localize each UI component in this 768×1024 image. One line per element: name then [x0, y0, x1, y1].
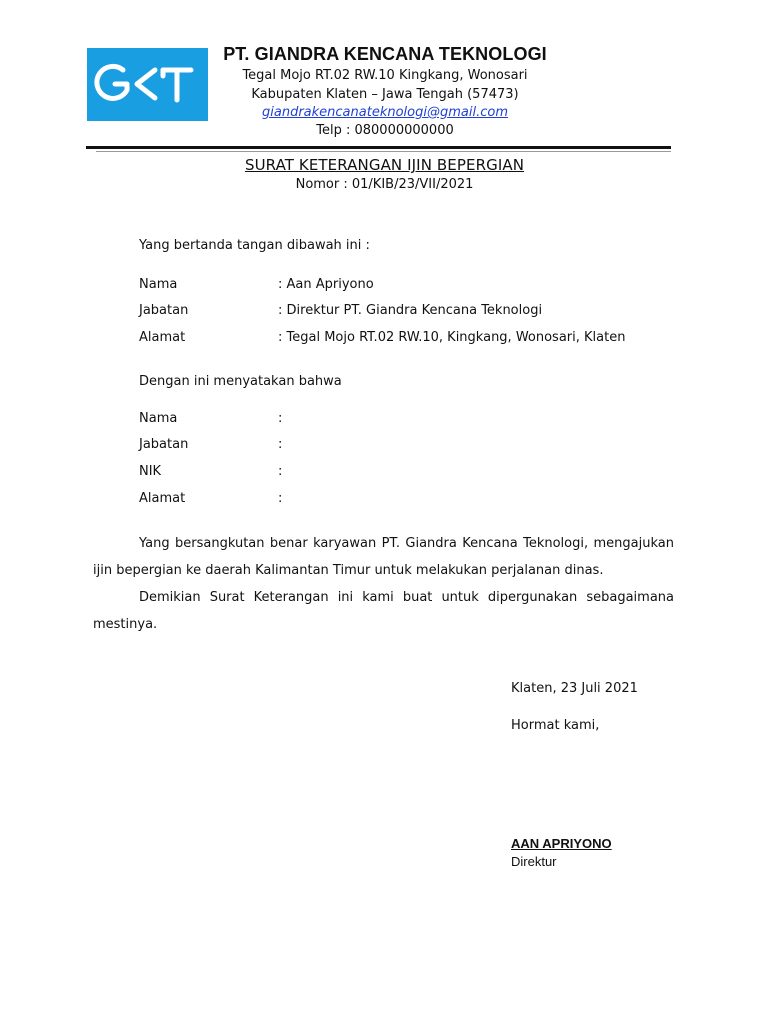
company-address-line2: Kabupaten Klaten – Jawa Tengah (57473) [251, 87, 519, 102]
signatory-title: Direktur [511, 854, 557, 869]
signer-position-value: : Direktur PT. Giandra Kencana Teknologi [278, 303, 543, 318]
subject-address-label: Alamat [139, 491, 186, 506]
gkt-logo-icon [87, 48, 208, 121]
letterhead-divider-thin [96, 151, 671, 152]
subject-name-label: Nama [139, 411, 178, 426]
statement-paragraph: Yang bersangkutan benar karyawan PT. Giandra Kencana Teknologi, mengajukan ijin bepergian ke daerah Kalimantan Timur untuk melakukan perjalanan dinas. [93, 536, 674, 578]
signer-address-label: Alamat [139, 330, 186, 345]
company-email-link[interactable]: giandrakencanateknologi@gmail.com [262, 105, 508, 120]
closing-salutation: Hormat kami, [511, 718, 600, 733]
subject-name-value: : [278, 411, 283, 426]
subject-position-label: Jabatan [139, 437, 189, 452]
signer-address-value: : Tegal Mojo RT.02 RW.10, Kingkang, Wonosari, Klaten [278, 330, 626, 345]
company-logo [87, 48, 208, 121]
company-phone: Telp : 080000000000 [316, 123, 454, 138]
subject-address-value: : [278, 491, 283, 506]
subject-position-value: : [278, 437, 283, 452]
place-date: Klaten, 23 Juli 2021 [511, 681, 638, 696]
subject-intro: Dengan ini menyatakan bahwa [139, 374, 342, 389]
subject-nik-label: NIK [139, 464, 162, 479]
document-number: Nomor : 01/KIB/23/VII/2021 [295, 177, 474, 192]
signer-name-label: Nama [139, 277, 178, 292]
letterhead-divider-thick [86, 146, 671, 149]
closing-paragraph: Demikian Surat Keterangan ini kami buat untuk dipergunakan sebagaimana mestinya. [93, 590, 674, 632]
subject-nik-value: : [278, 464, 283, 479]
signer-position-label: Jabatan [139, 303, 189, 318]
document-title: SURAT KETERANGAN IJIN BEPERGIAN [244, 156, 525, 174]
company-name: PT. GIANDRA KENCANA TEKNOLOGI [223, 44, 547, 64]
signer-intro: Yang bertanda tangan dibawah ini : [139, 238, 370, 253]
company-address-line1: Tegal Mojo RT.02 RW.10 Kingkang, Wonosari [242, 68, 528, 83]
signatory-name: AAN APRIYONO [511, 836, 612, 851]
signer-name-value: : Aan Apriyono [278, 277, 374, 292]
